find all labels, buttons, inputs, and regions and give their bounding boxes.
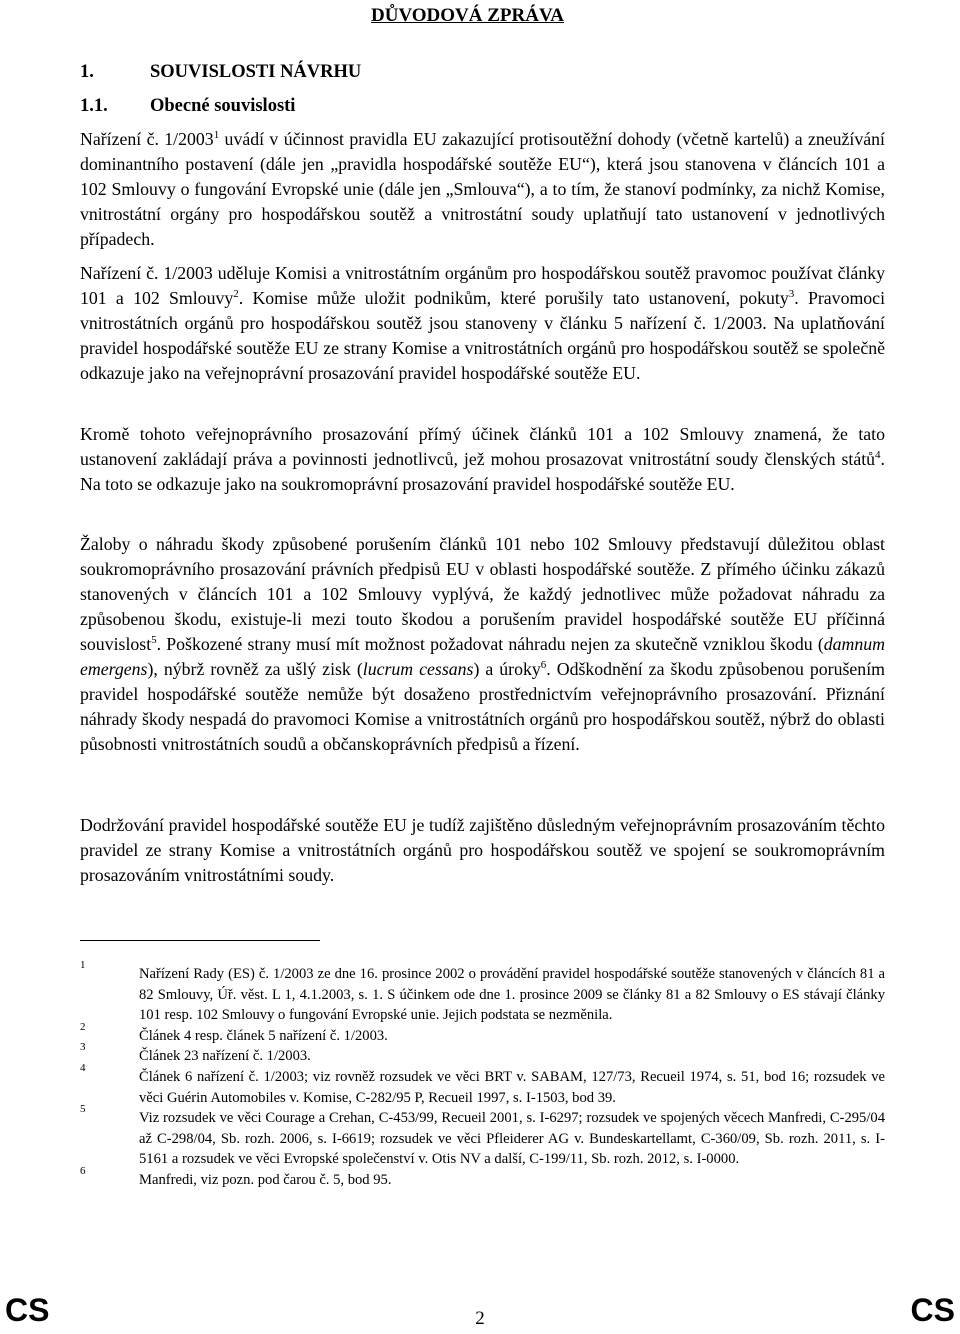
footnote-text: Viz rozsudek ve věci Courage a Crehan, C-453/99, Recueil 2001, s. I-6297; rozsudek ve spojených věcech Manfredi, C-295/04 až C-298/04, Sb. rozh. 2006, s. I-6619; rozsudek ve věci Pfleiderer AG v. Bundeskartellamt, C-360/09, Sb. rozh. 2011, s. I-5161 a rozsudek ve věci Evropské společenství v. Otis NV a další, C-199/11, Sb. rozh. 2012, s. I-0000. bbox=[139, 1110, 885, 1168]
paragraph-text: . Poškozené strany musí mít možnost požadovat náhradu nejen za skutečně vzniklou škodu ( bbox=[156, 634, 824, 654]
paragraph-text: Nařízení č. 1/2003 uděluje Komisi a vnitrostátním orgánům pro hospodářskou soutěž pravomoc používat články 101 a 102 Smlouvy bbox=[80, 263, 885, 308]
footnote bbox=[80, 1041, 885, 1067]
latin-term: lucrum cessans bbox=[362, 659, 474, 679]
footnote-number: 5 bbox=[80, 1103, 86, 1116]
paragraph-text: Kromě tohoto veřejnoprávního prosazování přímý účinek článků 101 a 102 Smlouvy znamená, že tato ustanovení zakládají práva a povinnosti jednotlivců, jež mohou prosazovat vnitrostátní soudy členských států bbox=[80, 424, 885, 469]
footnote-text: Článek 23 nařízení č. 1/2003. bbox=[139, 1048, 311, 1065]
section-title: SOUVISLOSTI NÁVRHU bbox=[150, 62, 362, 82]
footnote-ref[interactable]: 4 bbox=[875, 449, 881, 461]
section-heading-1 bbox=[80, 60, 361, 85]
paragraph-text: . Odškodnění za škodu způsobenou porušením pravidel hospodářské soutěže nemůže být dosaženo prostřednictvím veřejnoprávního prosazování. Přiznání náhrady škody nespadá do pravomoci Komise a vnitrostátních orgánů pro hospodářskou soutěž, nýbrž do oblasti působnosti vnitrostátních soudů a občanskoprávních předpisů a řízení. bbox=[80, 659, 885, 754]
subsection-heading-1-1 bbox=[80, 94, 295, 119]
footnote-ref[interactable]: 5 bbox=[151, 634, 157, 646]
paragraph-text: Dodržování pravidel hospodářské soutěže EU je tudíž zajištěno důsledným veřejnoprávním prosazováním těchto pravidel ze strany Komise a vnitrostátních orgánů pro hospodářskou soutěž ve spojení se soukromoprávním prosazováním vnitrostátními soudy. bbox=[80, 815, 885, 885]
paragraph-3 bbox=[80, 422, 885, 497]
footnote bbox=[80, 1061, 885, 1108]
paragraph-2 bbox=[80, 261, 885, 386]
section-number: 1. bbox=[80, 62, 94, 82]
footnote-ref[interactable]: 1 bbox=[213, 129, 220, 141]
footnote-text: Článek 4 resp. článek 5 nařízení č. 1/2003. bbox=[139, 1027, 388, 1044]
footnote-divider bbox=[80, 940, 320, 941]
paragraph-5 bbox=[80, 813, 885, 888]
page-number: 2 bbox=[475, 1308, 485, 1329]
footnote-ref[interactable]: 6 bbox=[540, 659, 547, 671]
footnote-ref[interactable]: 3 bbox=[788, 288, 795, 300]
paragraph-text: . Komise může uložit podnikům, které porušily tato ustanovení, pokuty bbox=[238, 288, 789, 308]
footnote-number: 1 bbox=[80, 959, 86, 971]
footnote-number: 3 bbox=[80, 1041, 86, 1054]
document-title: DŮVODOVÁ ZPRÁVA bbox=[371, 5, 564, 26]
footnote-number: 4 bbox=[80, 1061, 86, 1074]
paragraph-text: ), nýbrž rovněž za ušlý zisk ( bbox=[147, 659, 363, 679]
paragraph-text: . Na toto se odkazuje jako na soukromoprávní prosazování pravidel hospodářské soutěže EU. bbox=[80, 449, 885, 494]
page-footer bbox=[0, 1290, 960, 1334]
footnote-number: 2 bbox=[80, 1020, 86, 1033]
footnote bbox=[80, 1103, 885, 1170]
language-code-left: CS bbox=[5, 1292, 50, 1328]
paragraph-text: Nařízení č. 1/2003 bbox=[80, 129, 214, 149]
paragraph-text: . Pravomoci vnitrostátních orgánů pro hospodářskou soutěž jsou stanoveny v článku 5 nařízení č. 1/2003. Na uplatňování pravidel hospodářské soutěže EU ze strany Komise a vnitrostátních orgánů pro hospodářskou soutěž se společně odkazuje jako na veřejnoprávní prosazování pravidel hospodářské soutěže EU. bbox=[80, 288, 886, 383]
footnote bbox=[80, 959, 885, 1026]
footnote bbox=[80, 1164, 885, 1191]
language-code-right: CS bbox=[910, 1292, 955, 1328]
latin-term: damnum emergens bbox=[80, 634, 885, 679]
footnote-ref[interactable]: 2 bbox=[233, 288, 239, 300]
footnotes bbox=[80, 959, 885, 1191]
footnote-text: Článek 6 nařízení č. 1/2003; viz rovněž rozsudek ve věci BRT v. SABAM, 127/73, Recueil 1974, s. 51, bod 16; rozsudek ve věci Guérin Automobiles v. Komise, C-282/95 P, Recueil 1997, s. I-1503, bod 39. bbox=[139, 1068, 885, 1106]
paragraph-text: ) a úroky bbox=[473, 659, 541, 679]
footnote-text: Nařízení Rady (ES) č. 1/2003 ze dne 16. prosince 2002 o provádění pravidel hospodářské soutěže stanovených v článcích 81 a 82 Smlouvy, Úř. věst. L 1, 4.1.2003, s. 1. S účinkem ode dne 1. prosince 2009 se články 81 a 82 Smlouvy o ES stávají články 101 resp. 102 Smlouvy o fungování Evropské unie. Jejich podstata se nezměnila. bbox=[139, 966, 885, 1024]
paragraph-1 bbox=[80, 127, 885, 252]
footnote-number: 6 bbox=[80, 1164, 86, 1177]
footnote bbox=[80, 1020, 885, 1047]
subsection-title: Obecné souvislosti bbox=[150, 96, 296, 116]
paragraph-4 bbox=[80, 532, 885, 757]
paragraph-text: Žaloby o náhradu škody způsobené porušením článků 101 nebo 102 Smlouvy představují důležitou oblast soukromoprávního prosazování právních předpisů EU v oblasti hospodářské soutěže. Z přímého účinku zákazů stanovených v článcích 101 a 102 Smlouvy vyplývá, že každý jednotlivec může požadovat náhradu za způsobenou škodu, existuje-li mezi touto škodou a porušením pravidel hospodářské soutěže EU příčinná souvislost bbox=[80, 534, 885, 654]
subsection-number: 1.1. bbox=[80, 96, 108, 116]
footnote-text: Manfredi, viz pozn. pod čarou č. 5, bod 95. bbox=[139, 1171, 392, 1188]
paragraph-text: uvádí v účinnost pravidla EU zakazující protisoutěžní dohody (včetně kartelů) a zneužívání dominantního postavení (dále jen „pravidla hospodářské soutěže EU“), která jsou stanovena v článcích 101 a 102 Smlouvy o fungování Evropské unie (dále jen „Smlouva“), a to tím, že stanoví podmínky, za nichž Komise, vnitrostátní orgány pro hospodářskou soutěž a vnitrostátní soudy uplatňují tato ustanovení v jednotlivých případech. bbox=[80, 129, 885, 249]
